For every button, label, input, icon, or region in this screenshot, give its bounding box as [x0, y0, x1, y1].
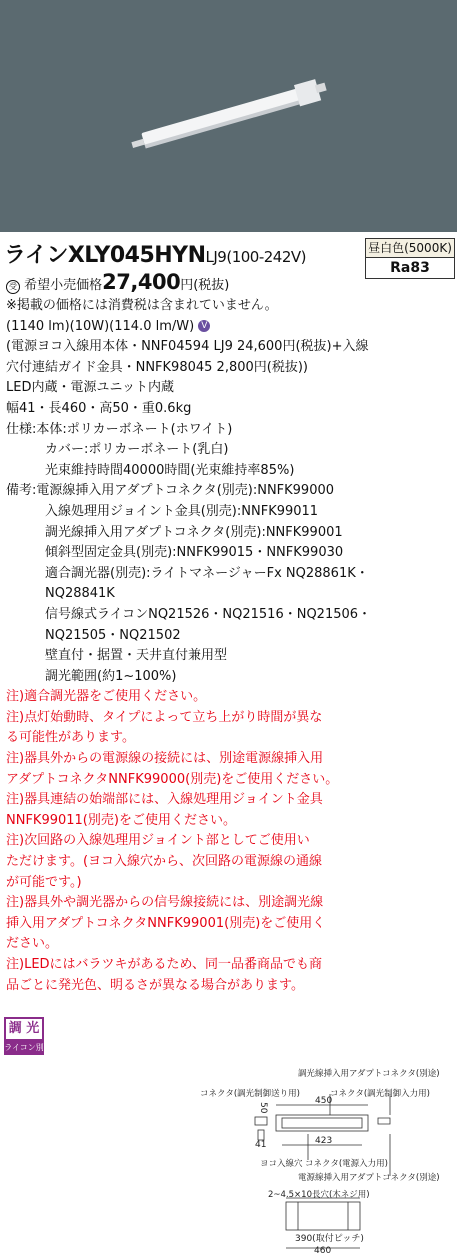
led-line: LED内蔵・電源ユニット内蔵 — [6, 380, 174, 396]
note-5: アダプトコネクタNNFK99000(別売)をご使用ください。 — [6, 771, 339, 787]
dimming-badge-title: 調 光 — [4, 1017, 44, 1041]
dimming-badge-sub: ライコン別売 — [4, 1043, 44, 1066]
price-line — [6, 270, 229, 294]
note-7: NNFK99011(別売)をご使用ください。 — [6, 812, 236, 828]
product-model: XLY045HYN — [67, 243, 206, 268]
ra-label: Ra83 — [390, 260, 430, 276]
lumen-text: (1140 lm)(10W)(114.0 lm/W) — [6, 318, 195, 334]
light-fixture-image — [0, 0, 457, 232]
note-8: 注)次回路の入線処理用ジョイント部としてご使用い — [6, 833, 310, 849]
dimension-diagram — [0, 1060, 457, 1259]
note-14: 注)LEDにはバラツキがあるため、同一品番商品でも商 — [6, 957, 323, 972]
note-3: る可能性があります。 — [6, 730, 135, 746]
note-12: 挿入用アダプトコネクタNNFK99001(別売)をご使用く — [6, 915, 326, 931]
light-color-badge — [365, 238, 455, 279]
price-prefix: 希望小売価格 — [24, 278, 103, 293]
note-9: ただけます。(ヨコ入線穴から、次回路の電源線の通線 — [6, 854, 323, 870]
remark-5: 適合調光器(別売):ライトマネージャーFx NQ28861K・ — [6, 565, 369, 581]
spec-body: 仕様:本体:ポリカーボネート(ホワイト) — [6, 421, 233, 437]
spec-lifetime: 光束維持時間40000時間(光束維持率85%) — [6, 462, 295, 478]
note-15: 品ごとに発光色、明るさが異なる場合があります。 — [6, 977, 304, 993]
dim-423: 423 — [315, 1136, 333, 1146]
note-10: が可能です。) — [6, 874, 82, 890]
label-side-hole: ヨコ入線穴 — [260, 1159, 303, 1169]
spec-cover: カバー:ポリカーボネート(乳白) — [6, 442, 229, 458]
component-line-2: 穴付連結ガイド金具・NNFK98045 2,800円(税抜)) — [6, 359, 308, 375]
product-photo — [0, 0, 457, 232]
note-4: 注)器具外からの電源線の接続には、別途電源線挿入用 — [6, 751, 324, 767]
label-dim-adapter: 調光線挿入用アダプトコネクタ(別途) — [298, 1069, 440, 1079]
price-mark-icon: 受 — [6, 280, 20, 294]
remark-2: 入線処理用ジョイント金具(別売):NNFK99011 — [6, 503, 319, 519]
remark-10: 調光範囲(約1~100%) — [6, 668, 177, 684]
product-voltage: (100-242V) — [226, 248, 306, 266]
label-connector-in: コネクタ(調光制御入力用) — [330, 1089, 430, 1099]
dimension-line: 幅41・長460・高50・重0.6kg — [6, 400, 192, 416]
note-11: 注)器具外や調光器からの信号線接続には、別途調光線 — [6, 895, 324, 911]
v-mark-icon: V — [198, 320, 210, 332]
spec-block — [6, 296, 454, 996]
label-power-adapter: 電源線挿入用アダプトコネクタ(別途) — [298, 1173, 440, 1183]
remark-9: 壁直付・据置・天井直付兼用型 — [6, 648, 228, 664]
color-temp-label: 昼白色(5000K) — [366, 239, 454, 258]
product-suffix: LJ9 — [205, 248, 227, 266]
product-name-prefix: ライン — [4, 243, 68, 268]
label-connector-send: コネクタ(調光制御送り用) — [200, 1089, 300, 1099]
remark-3: 調光線挿入用アダプトコネクタ(別売):NNFK99001 — [6, 524, 343, 540]
price-unit: 円(税抜) — [180, 278, 230, 293]
price-amount: 27,400 — [102, 270, 181, 294]
remark-6: NQ28841K — [6, 586, 115, 602]
remark-1: 備考:電源線挿入用アダプトコネクタ(別売):NNFK99000 — [6, 483, 335, 499]
dimming-badge — [4, 1017, 44, 1066]
remark-8: NQ21505・NQ21502 — [6, 627, 181, 643]
remark-4: 傾斜型固定金具(別売):NNFK99015・NNFK99030 — [6, 545, 344, 561]
dim-41: 41 — [255, 1140, 267, 1150]
lumen-line — [6, 317, 454, 338]
label-screw: 2~4.5×10長穴(木ネジ用) — [268, 1190, 370, 1200]
dim-460: 460 — [314, 1246, 332, 1256]
dim-pitch: 390(取付ピッチ) — [295, 1234, 364, 1244]
tax-note: ※掲載の価格には消費税は含まれていません。 — [6, 298, 278, 313]
note-1: 注)適合調光器をご使用ください。 — [6, 689, 207, 705]
component-line-1: (電源ヨコ入線用本体・NNF04594 LJ9 24,600円(税抜)+入線 — [6, 339, 369, 355]
dim-50: 50 — [258, 1102, 268, 1114]
label-power-connector: コネクタ(電源入力用) — [305, 1159, 388, 1169]
note-2: 注)点灯始動時、タイプによって立ち上がり時間が異な — [6, 709, 323, 725]
dim-450: 450 — [315, 1096, 333, 1106]
product-title — [4, 238, 306, 269]
note-13: ださい。 — [6, 936, 59, 952]
note-6: 注)器具連結の始端部には、入線処理用ジョイント金具 — [6, 792, 323, 808]
remark-7: 信号線式ライコンNQ21526・NQ21516・NQ21506・ — [6, 606, 372, 622]
